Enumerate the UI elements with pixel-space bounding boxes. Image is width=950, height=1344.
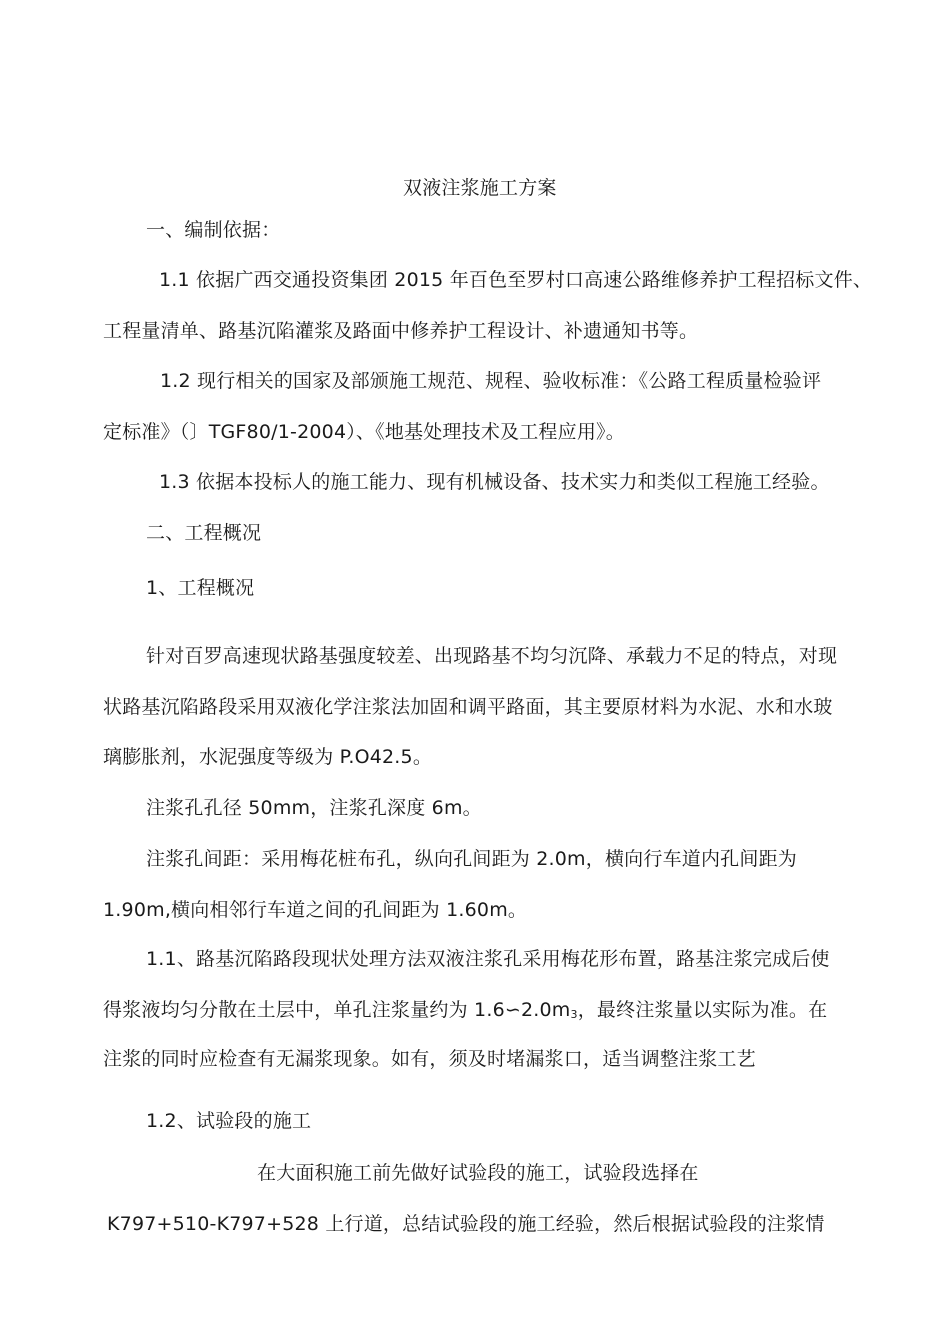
- paragraph-11-line2: [103, 997, 827, 1028]
- document-title: 双液注浆施工方案: [403, 177, 557, 199]
- hole-spec: 注浆孔孔径 50mm，注浆孔深度 6m。: [146, 797, 482, 819]
- paragraph-1-1-line2: 工程量清单、路基沉陷灌浆及路面中修养护工程设计、补遗通知书等。: [103, 320, 699, 342]
- overview-line3: 璃膨胀剂，水泥强度等级为 P.O42.5。: [103, 746, 433, 768]
- hole-spacing-line1: 注浆孔间距：采用梅花桩布孔，纵向孔间距为 2.0m，横向行车道内孔间距为: [146, 848, 797, 870]
- trial-line2: K797+510-K797+528 上行道，总结试验段的施工经验，然后根据试验段的注浆情: [107, 1213, 825, 1235]
- paragraph-1-2-line2: 定标准》（〕TGF80/1-2004）、《地基处理技术及工程应用》。: [103, 421, 625, 443]
- subsection-heading-overview: 1、工程概况: [146, 577, 255, 599]
- subsection-heading-trial: 1.2、试验段的施工: [146, 1110, 312, 1132]
- cubic-superscript: 3: [570, 1008, 578, 1021]
- section-heading-overview: 二、工程概况: [146, 522, 262, 544]
- paragraph-11-line1: 1.1、路基沉陷路段现状处理方法双液注浆孔采用梅花形布置，路基注浆完成后使: [146, 948, 830, 970]
- paragraph-1-1-line1: 1.1 依据广西交通投资集团 2015 年百色至罗村口高速公路维修养护工程招标文件、: [159, 269, 873, 291]
- overview-line2: 状路基沉陷路段采用双液化学注浆法加固和调平路面，其主要原材料为水泥、水和水玻: [103, 696, 833, 718]
- section-heading-basis: 一、编制依据：: [146, 219, 281, 241]
- paragraph-11-line2-part-a: 得浆液均匀分散在土层中，单孔注浆量约为 1.6∽2.0m: [103, 999, 571, 1021]
- paragraph-11-line2-part-b: ，最终注浆量以实际为准。在: [577, 999, 828, 1021]
- paragraph-1-3: 1.3 依据本投标人的施工能力、现有机械设备、技术实力和类似工程施工经验。: [159, 471, 830, 493]
- paragraph-1-2-line1: 1.2 现行相关的国家及部颁施工规范、规程、验收标准：《公路工程质量检验评: [160, 370, 822, 392]
- hole-spacing-line2: 1.90m,横向相邻行车道之间的孔间距为 1.60m。: [103, 899, 528, 921]
- paragraph-11-line3: 注浆的同时应检查有无漏浆现象。如有，须及时堵漏浆口，适当调整注浆工艺: [103, 1048, 756, 1070]
- trial-line1: 在大面积施工前先做好试验段的施工，试验段选择在: [257, 1162, 699, 1184]
- overview-line1: 针对百罗高速现状路基强度较差、出现路基不均匀沉降、承载力不足的特点，对现: [146, 645, 838, 667]
